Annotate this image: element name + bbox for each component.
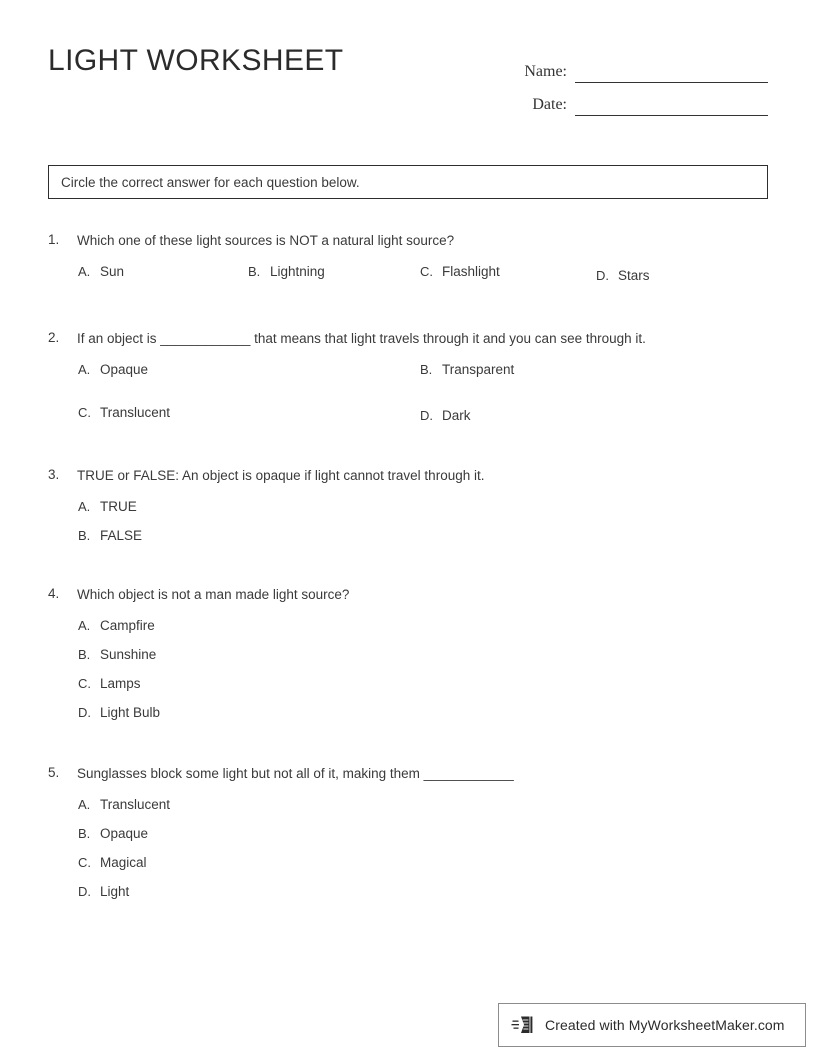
answer-option[interactable] [78, 264, 124, 279]
question-number: 3. [48, 467, 60, 482]
option-label: Sunshine [100, 647, 157, 662]
option-letter: A. [78, 264, 91, 279]
option-letter: A. [78, 797, 91, 812]
answer-options [48, 499, 778, 550]
question-number: 4. [48, 586, 60, 601]
answer-option[interactable] [78, 405, 170, 420]
date-label: Date: [532, 96, 567, 113]
option-label: Opaque [100, 362, 149, 377]
answer-option[interactable] [78, 618, 155, 633]
option-letter: C. [78, 855, 91, 870]
question-1 [48, 232, 778, 290]
option-label: Opaque [100, 826, 149, 841]
question-4 [48, 586, 778, 727]
option-letter: B. [78, 528, 91, 543]
created-with-badge[interactable] [498, 1003, 806, 1047]
answer-option[interactable] [78, 705, 160, 720]
instruction-text: Circle the correct answer for each question below. [61, 174, 360, 190]
option-label: Translucent [100, 405, 171, 420]
answer-option[interactable] [420, 362, 514, 377]
option-letter: D. [78, 884, 91, 899]
option-letter: D. [78, 705, 91, 720]
answer-option[interactable] [78, 647, 156, 662]
option-label: TRUE [100, 499, 137, 514]
answer-option[interactable] [78, 499, 137, 514]
answer-option[interactable] [78, 826, 148, 841]
answer-option[interactable] [78, 797, 170, 812]
worksheet-header [48, 44, 768, 124]
question-header [48, 467, 778, 487]
option-letter: B. [78, 647, 91, 662]
option-letter: A. [78, 362, 91, 377]
option-label: Light Bulb [100, 705, 161, 720]
option-label: Translucent [100, 797, 171, 812]
answer-option[interactable] [420, 264, 500, 279]
option-label: Lamps [100, 676, 141, 691]
question-header [48, 330, 778, 350]
answer-option[interactable] [78, 884, 129, 899]
option-letter: B. [78, 826, 91, 841]
option-letter: B. [420, 362, 433, 377]
name-row [468, 50, 768, 83]
option-label: Flashlight [442, 264, 500, 279]
question-2 [48, 330, 778, 430]
answer-option[interactable] [248, 264, 325, 279]
page-title: LIGHT WORKSHEET [48, 44, 344, 77]
question-number: 5. [48, 765, 60, 780]
answer-options [48, 797, 778, 906]
name-date-block [468, 50, 768, 116]
answer-option[interactable] [596, 268, 650, 283]
option-label: Light [100, 884, 130, 899]
answer-option[interactable] [420, 408, 471, 423]
question-header [48, 765, 778, 785]
question-5 [48, 765, 778, 906]
option-letter: A. [78, 618, 91, 633]
answer-option[interactable] [78, 362, 148, 377]
question-header [48, 586, 778, 606]
option-label: Sun [100, 264, 125, 279]
option-label: Stars [618, 268, 650, 283]
created-with-label: Created with MyWorksheetMaker.com [545, 1017, 785, 1033]
option-letter: C. [78, 676, 91, 691]
question-text: If an object is ____________ that means that light travels through it and you can see through it. [77, 331, 646, 346]
answer-options [48, 264, 778, 290]
question-text: TRUE or FALSE: An object is opaque if light cannot travel through it. [77, 468, 485, 483]
date-row [468, 83, 768, 116]
date-input-line[interactable] [575, 114, 768, 116]
answer-options [48, 618, 778, 727]
name-input-line[interactable] [575, 81, 768, 83]
answer-option[interactable] [78, 855, 147, 870]
option-letter: D. [420, 408, 433, 423]
option-letter: D. [596, 268, 609, 283]
option-label: FALSE [100, 528, 143, 543]
question-text: Sunglasses block some light but not all of it, making them ____________ [77, 766, 514, 781]
name-label: Name: [524, 63, 567, 80]
instruction-box [48, 165, 768, 199]
option-letter: A. [78, 499, 91, 514]
question-number: 2. [48, 330, 60, 345]
answer-options [48, 362, 778, 430]
option-label: Lightning [270, 264, 325, 279]
answer-option[interactable] [78, 676, 141, 691]
option-label: Transparent [442, 362, 515, 377]
option-label: Dark [442, 408, 471, 423]
question-header [48, 232, 778, 252]
option-label: Magical [100, 855, 147, 870]
question-text: Which one of these light sources is NOT a natural light source? [77, 233, 455, 248]
question-3 [48, 467, 778, 550]
option-letter: B. [248, 264, 261, 279]
option-label: Campfire [100, 618, 155, 633]
question-number: 1. [48, 232, 60, 247]
worksheet-maker-logo-icon [511, 1012, 537, 1038]
option-letter: C. [420, 264, 433, 279]
question-text: Which object is not a man made light source? [77, 587, 350, 602]
answer-option[interactable] [78, 528, 142, 543]
option-letter: C. [78, 405, 91, 420]
